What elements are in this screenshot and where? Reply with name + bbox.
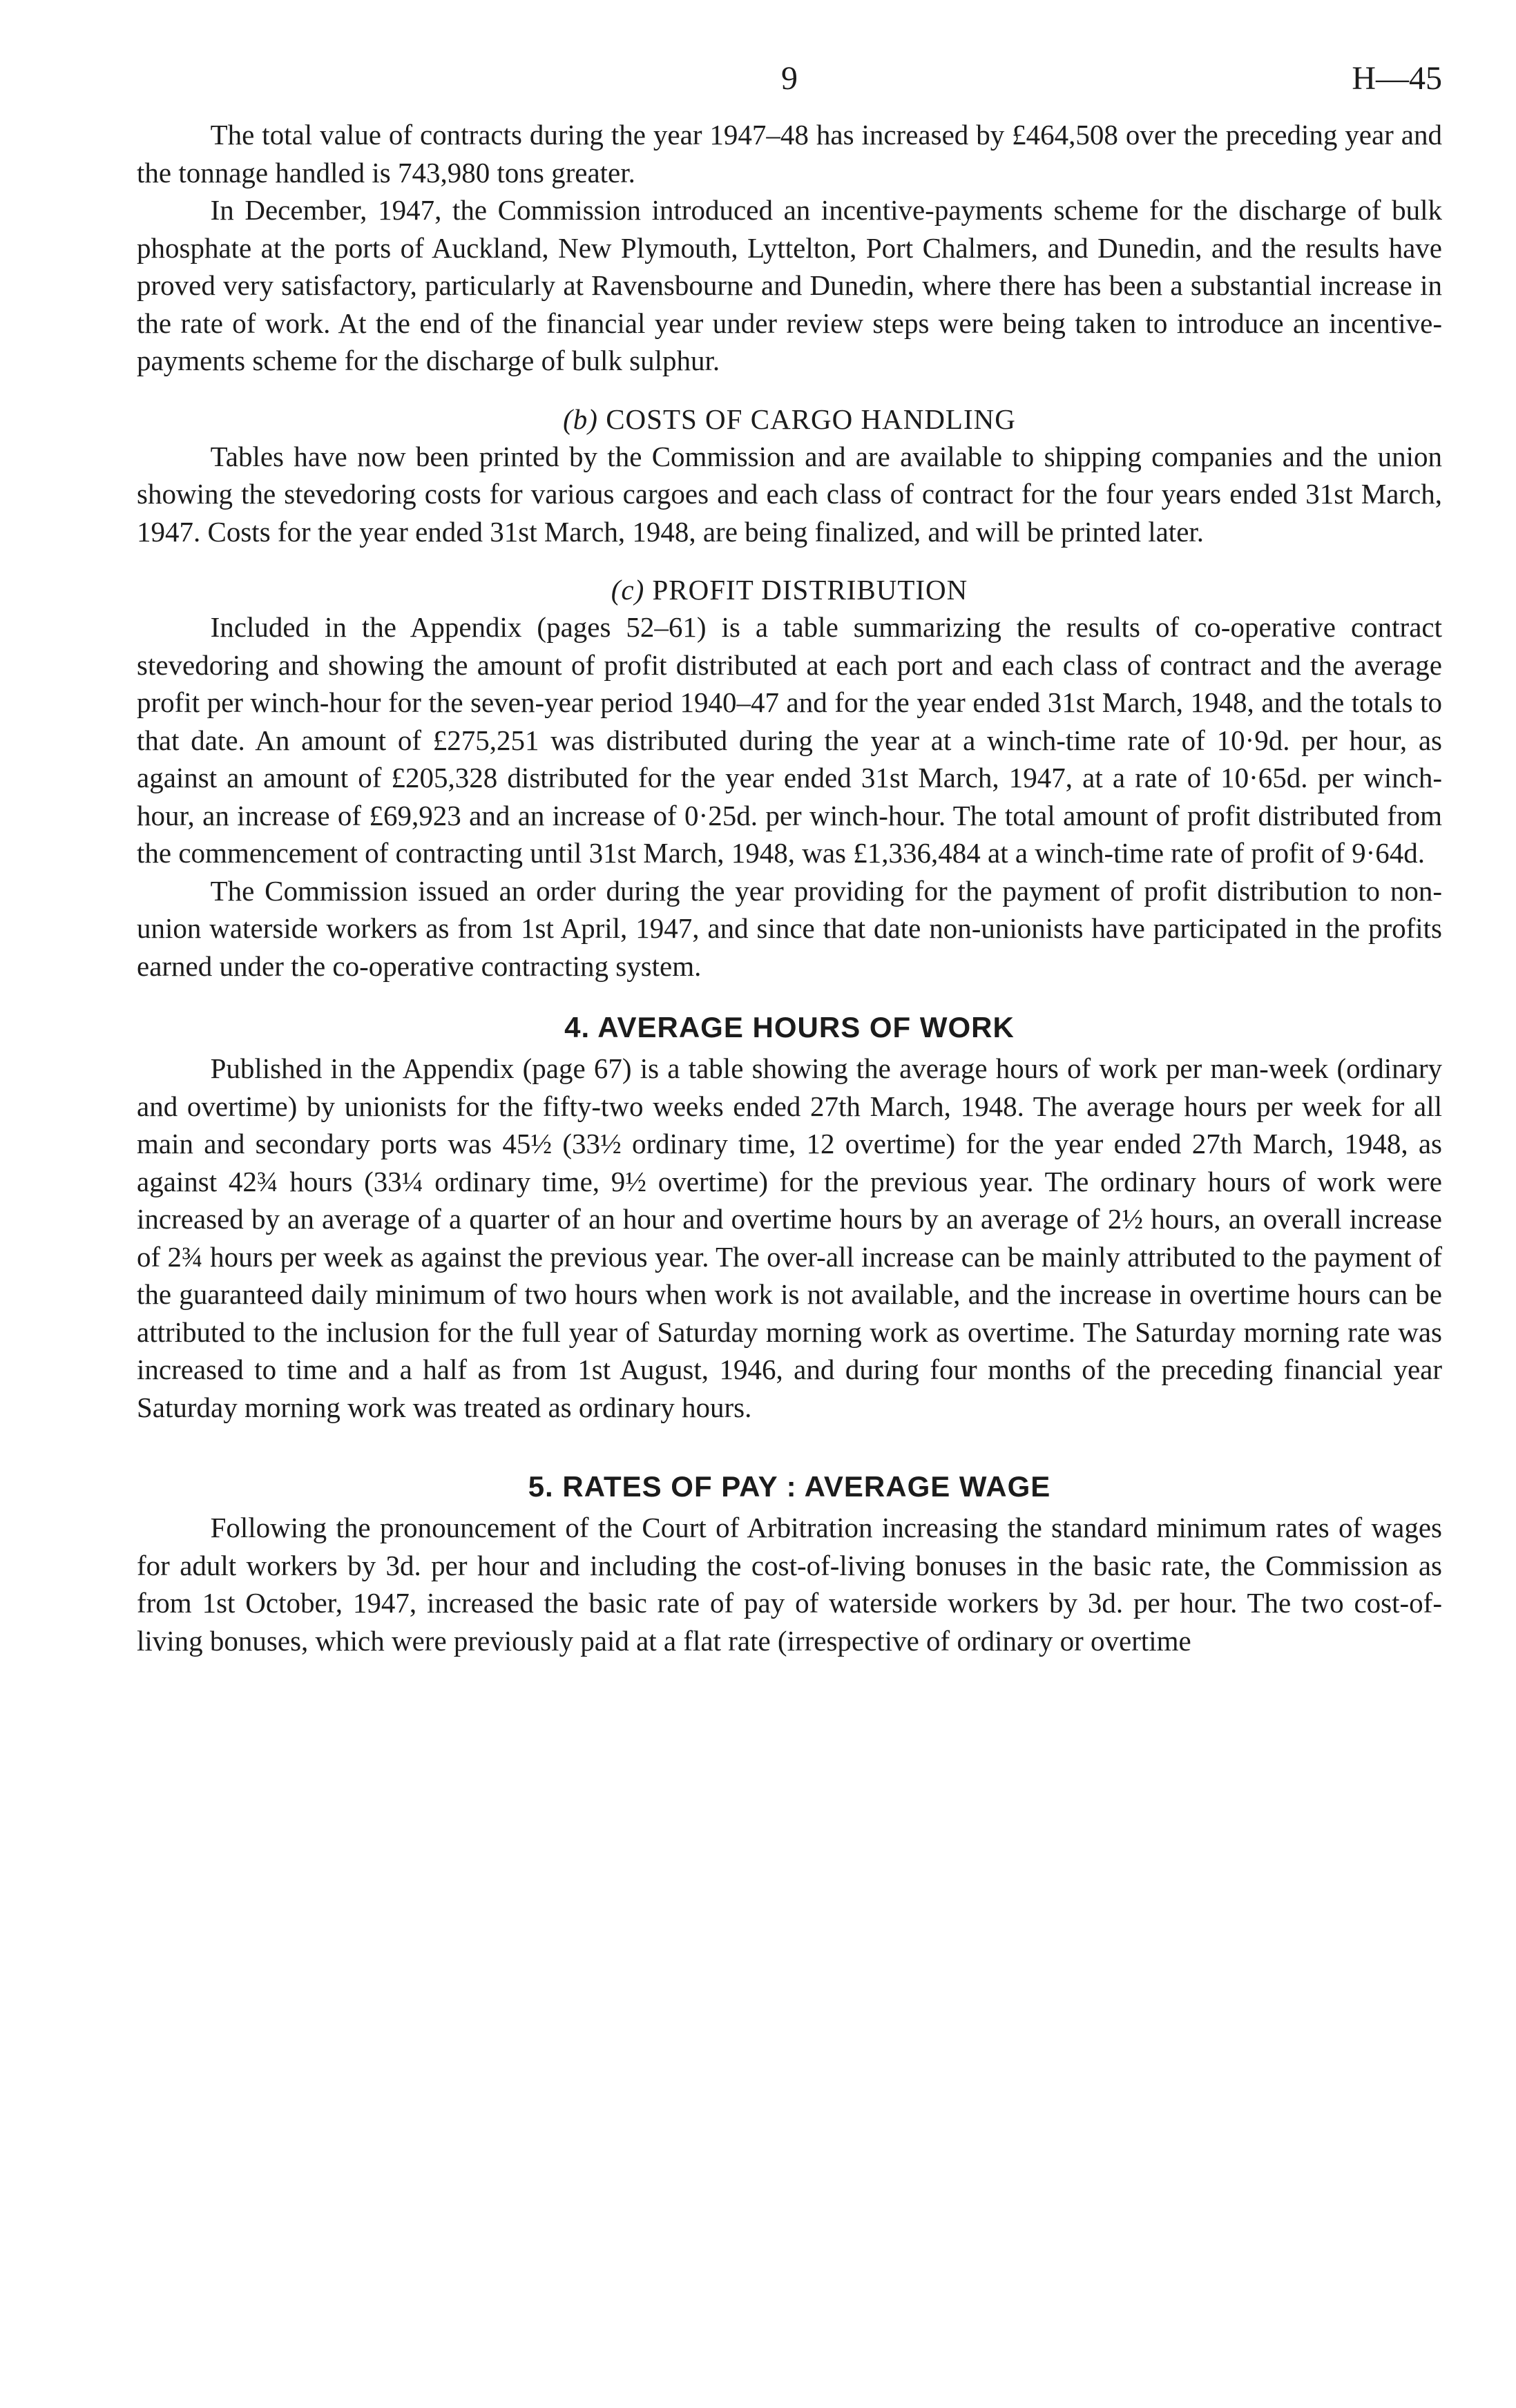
section-average-hours-of-work [137, 1008, 1442, 1426]
section-costs-of-cargo-handling [137, 401, 1442, 551]
section-label: (c) [611, 574, 645, 606]
paragraph: The total value of contracts during the year 1947–48 has increased by £464,508 over the preceding year and the tonnage handled is 743,980 tons greater. [137, 119, 1442, 189]
paragraph: In December, 1947, the Commission introduced an incentive-payments scheme for the discharge of bulk phosphate at the ports of Auckland, New Plymouth, Lyttelton, Port Chalmers, and Dunedin, and the results have proved very satisfactory, particularly at Ravensbourne and Dunedin, where there has been a substantial increase in the rate of work. At the end of the financial year under review steps were being taken to introduce an incentive-payments scheme for the discharge of bulk sulphur. [137, 194, 1442, 376]
paragraph: The Commission issued an order during the year providing for the payment of profit distribution to non-union waterside workers as from 1st April, 1947, and since that date non-unionists have participated in the profits earned under the co-operative contracting system. [137, 874, 1442, 982]
paragraph: Following the pronouncement of the Court of Arbitration increasing the standard minimum rates of wages for adult workers by 3d. per hour and including the cost-of-living bonuses in the basic rate, the Commission as from 1st October, 1947, increased the basic rate of pay of waterside workers by 3d. per hour. The two cost-of-living bonuses, which were previously paid at a flat rate (irrespective of ordinary or overtime [137, 1512, 1442, 1657]
section-heading [137, 401, 1442, 438]
section-profit-distribution [137, 571, 1442, 985]
paragraph: Tables have now been printed by the Commission and are available to shipping companies and the union showing the stevedoring costs for various cargoes and each class of contract for the four years ended 31st March, 1947. Costs for the year ended 31st March, 1948, are being finalized, and will be printed later. [137, 440, 1442, 548]
page-header [137, 55, 1442, 116]
section-title: COSTS OF CARGO HANDLING [606, 403, 1016, 435]
paragraph: Included in the Appendix (pages 52–61) is a table summarizing the results of co-operative contract stevedoring and showing the amount of profit distributed at each port and each class of contract and the average profit per winch-hour for the seven-year period 1940–47 and for the year ended 31st March, 1948, and the totals to that date. An amount of £275,251 was distributed during the year at a winch-time rate of 10·9d. per hour, as against an amount of £205,328 distributed for the year ended 31st March, 1947, at a rate of 10·65d. per winch-hour, an increase of £69,923 and an increase of 0·25d. per winch-hour. The total amount of profit distributed from the commencement of contracting until 31st March, 1948, was £1,336,484 at a winch-time rate of profit of 9·64d. [137, 611, 1442, 869]
section-title: PROFIT DISTRIBUTION [652, 574, 968, 606]
intro-section [137, 116, 1442, 380]
section-heading: 5. RATES OF PAY : AVERAGE WAGE [528, 1470, 1051, 1503]
page-number: 9 [781, 60, 798, 97]
document-reference: H—45 [1352, 60, 1442, 97]
document-page [137, 55, 1442, 1659]
section-heading [137, 571, 1442, 608]
section-label: (b) [563, 403, 598, 435]
section-rates-of-pay [137, 1467, 1442, 1659]
section-heading: 4. AVERAGE HOURS OF WORK [564, 1011, 1015, 1043]
paragraph: Published in the Appendix (page 67) is a table showing the average hours of work per man-week (ordinary and overtime) by unionists for the fifty-two weeks ended 27th March, 1948. The average hours per week for all main and secondary ports was 45½ (33½ ordinary time, 12 overtime) for the year ended 27th March, 1948, as against 42¾ hours (33¼ ordinary time, 9½ overtime) for the previous year. The ordinary hours of work were increased by an average of a quarter of an hour and overtime hours by an average of 2½ hours, an overall increase of 2¾ hours per week as against the previous year. The over-all increase can be mainly attributed to the payment of the guaranteed daily minimum of two hours when work is not available, and the increase in overtime hours can be attributed to the inclusion for the full year of Saturday morning work as overtime. The Saturday morning rate was increased to time and a half as from 1st August, 1946, and during four months of the preceding financial year Saturday morning work was treated as ordinary hours. [137, 1052, 1442, 1423]
